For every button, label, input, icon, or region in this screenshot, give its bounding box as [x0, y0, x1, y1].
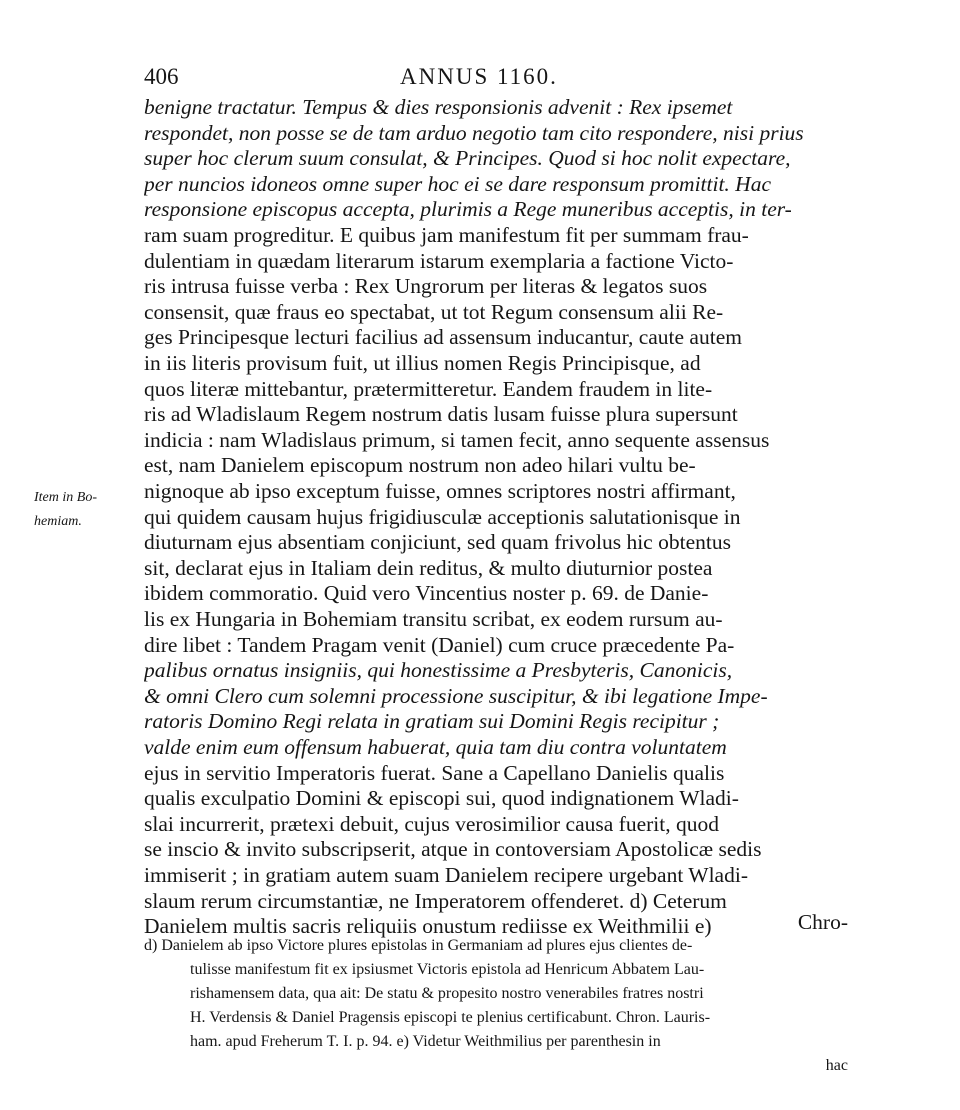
body-line: ges Principesque lecturi facilius ad assensum inducantur, caute autem	[144, 325, 742, 350]
body-line: ejus in servitio Imperatoris fuerat. Sane a Capellano Danielis qualis	[144, 760, 725, 785]
body-line: slaum rerum circumstantiæ, ne Imperatorem offenderet. d) Ceterum	[144, 888, 727, 913]
body-line: per nuncios idoneos omne super hoc ei se dare responsum promittit. Hac	[144, 171, 772, 196]
body-line: Danielem multis sacris reliquiis onustum rediisse ex Weithmilii e)	[144, 914, 712, 939]
body-line: sit, declarat ejus in Italiam dein reditus, & multo diuturnior postea	[144, 555, 713, 580]
footnote-line: d) Danielem ab ipso Victore plures epistolas in Germaniam ad plures ejus clientes de-	[144, 937, 693, 954]
body-line: quos literæ mittebantur, prætermitteretur. Eandem fraudem in lite-	[144, 376, 713, 401]
margin-note-line: Item in Bo-	[34, 490, 97, 505]
body-line: ris intrusa fuisse verba : Rex Ungrorum per literas & legatos suos	[144, 274, 708, 299]
catchword: Chro-	[797, 910, 848, 934]
body-line: dire libet : Tandem Pragam venit (Daniel) cum cruce præcedente Pa-	[144, 632, 735, 657]
body-line: ibidem commoratio. Quid vero Vincentius noster p. 69. de Danie-	[144, 581, 709, 606]
page-number: 406	[144, 64, 179, 89]
body-line: responsione episcopus accepta, plurimis a Rege muneribus acceptis, in ter-	[144, 197, 792, 222]
footnote-line: ham. apud Freherum T. I. p. 94. e) Videtur Weithmilius per parenthesin in	[190, 1033, 661, 1050]
body-line: immiserit ; in gratiam autem suam Danielem recipere urgebant Wladi-	[144, 863, 748, 887]
body-line: lis ex Hungaria in Bohemiam transitu scribat, ex eodem rursum au-	[144, 607, 723, 631]
footnote-line: H. Verdensis & Daniel Pragensis episcopi te plenius certificabunt. Chron. Lauris-	[190, 1009, 711, 1026]
body-line: consensit, quæ fraus eo spectabat, ut tot Regum consensum alii Re-	[144, 299, 724, 324]
body-line: dulentiam in quædam literarum istarum exemplaria a factione Victo-	[144, 248, 734, 273]
body-line: & omni Clero cum solemni processione suscipitur, & ibi legatione Impe-	[144, 683, 768, 708]
body-line: se inscio & invito subscripserit, atque in contoversiam Apostolicæ sedis	[144, 837, 762, 862]
body-line: ris ad Wladislaum Regem nostrum datis lusam fuisse plura supersunt	[144, 402, 738, 427]
body-line: super hoc clerum suum consulat, & Principes. Quod si hoc nolit expectare,	[144, 146, 791, 171]
body-line: qui quidem causam hujus frigidiusculæ acceptionis salutationisque in	[144, 504, 741, 529]
body-line: in iis literis provisum fuit, ut illius nomen Regis Principisque, ad	[144, 351, 701, 375]
footnote-line: rishamensem data, qua ait: De statu & propesito nostro venerabiles fratres nostri	[190, 985, 704, 1002]
body-line: valde enim eum offensum habuerat, quia tam diu contra voluntatem	[144, 735, 727, 759]
body-line: respondet, non posse se de tam arduo negotio tam cito respondere, nisi prius	[144, 120, 804, 145]
body-line: qualis exculpatio Domini & episcopi sui, quod indignationem Wladi-	[144, 786, 739, 811]
body-line: palibus ornatus insigniis, qui honestissime a Presbyteris, Canonicis,	[144, 658, 733, 683]
body-line: nignoque ab ipso exceptum fuisse, omnes scriptores nostri affirmant,	[144, 479, 736, 503]
margin-note-line: hemiam.	[34, 514, 82, 529]
body-line: indicia : nam Wladislaus primum, si tamen fecit, anno sequente assensus	[144, 427, 770, 452]
body-line: slai incurrerit, prætexi debuit, cujus verosimilior causa fuerit, quod	[144, 811, 719, 836]
body-line: diuturnam ejus absentiam conjiciunt, sed quam frivolus hic obtentus	[144, 530, 731, 555]
footnote-line: hac	[825, 1057, 848, 1074]
running-head: ANNUS 1160.	[400, 64, 558, 89]
body-line: ram suam progreditur. E quibus jam manifestum fit per summam frau-	[144, 223, 749, 247]
body-line: ratoris Domino Regi relata in gratiam sui Domini Regis recipitur ;	[144, 709, 720, 734]
footnote-line: tulisse manifestum fit ex ipsiusmet Victoris epistola ad Henricum Abbatem Lau-	[190, 961, 705, 978]
body-line: benigne tractatur. Tempus & dies responsionis advenit : Rex ipsemet	[144, 95, 733, 119]
body-line: est, nam Danielem episcopum nostrum non adeo hilari vultu be-	[144, 453, 696, 478]
